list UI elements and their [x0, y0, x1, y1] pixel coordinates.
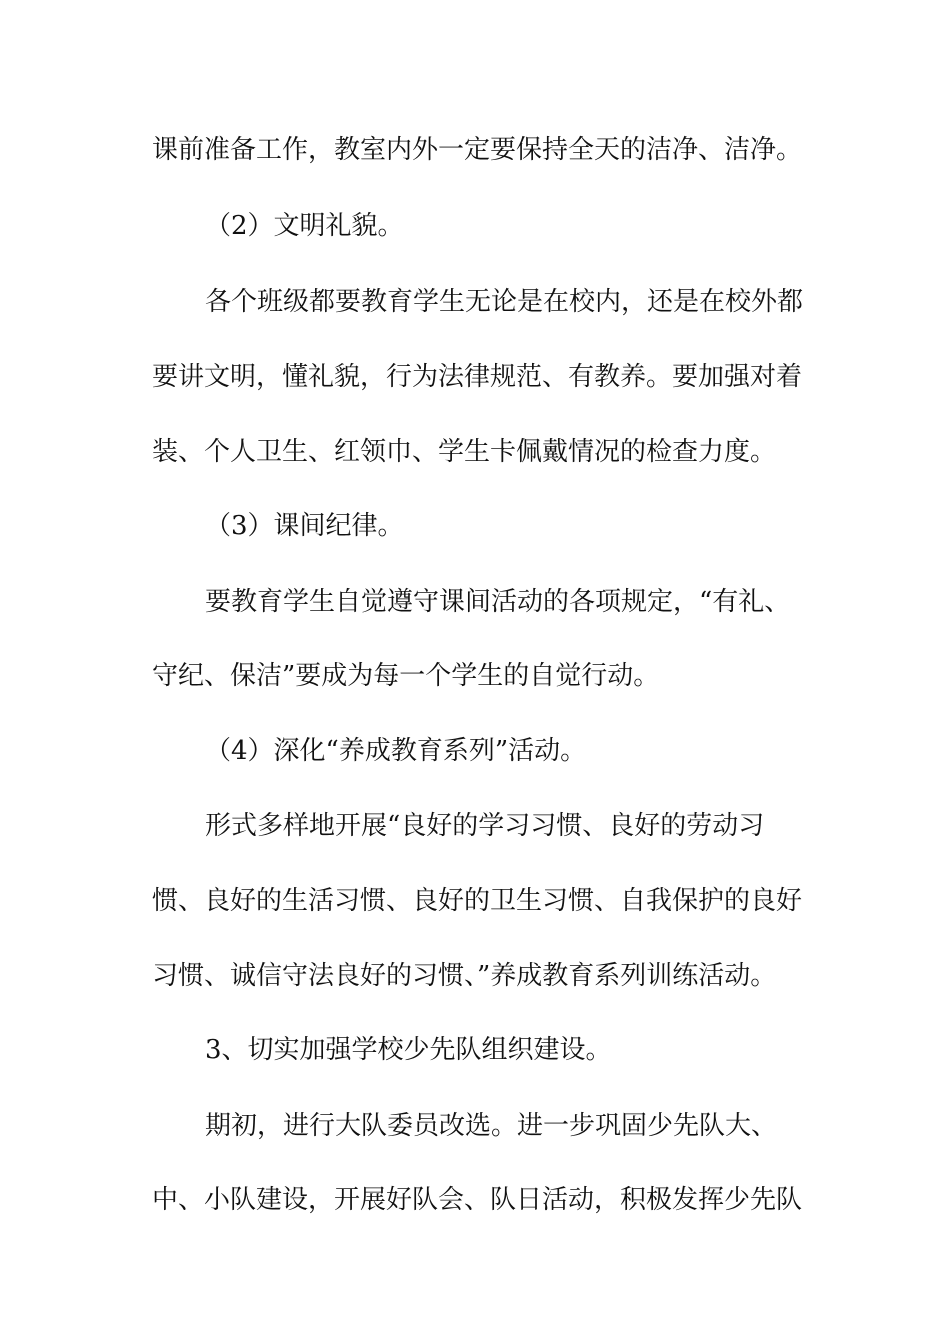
- paragraph-line: 中、小队建设，开展好队会、队日活动，积极发挥少先队: [152, 1185, 803, 1215]
- paragraph-line: 形式多样地开展“良好的学习习惯、良好的劳动习: [205, 811, 765, 841]
- paragraph-line: 装、个人卫生、红领巾、学生卡佩戴情况的检查力度。: [152, 437, 777, 467]
- section-heading-civility: （2）文明礼貌。: [205, 211, 404, 241]
- paragraph-line: 惯、良好的生活习惯、良好的卫生习惯、自我保护的良好: [152, 886, 803, 916]
- paragraph-line: 期初，进行大队委员改选。进一步巩固少先队大、: [205, 1111, 778, 1141]
- paragraph-line: 守纪、保洁”要成为每一个学生的自觉行动。: [152, 661, 660, 691]
- paragraph-line: 各个班级都要教育学生无论是在校内，还是在校外都: [205, 287, 804, 317]
- section-heading-habit-education: （4）深化“养成教育系列”活动。: [205, 736, 587, 766]
- paragraph-line: 课前准备工作，教室内外一定要保持全天的洁净、洁净。: [152, 135, 803, 165]
- paragraph-line: 要讲文明，懂礼貌，行为法律规范、有教养。要加强对着: [152, 362, 803, 392]
- section-heading-break-discipline: （3）课间纪律。: [205, 511, 404, 541]
- paragraph-line: 要教育学生自觉遵守课间活动的各项规定，“有礼、: [205, 587, 791, 617]
- paragraph-line: 习惯、诚信守法良好的习惯、”养成教育系列训练活动。: [152, 961, 777, 991]
- section-heading-pioneers: 3、切实加强学校少先队组织建设。: [205, 1035, 612, 1065]
